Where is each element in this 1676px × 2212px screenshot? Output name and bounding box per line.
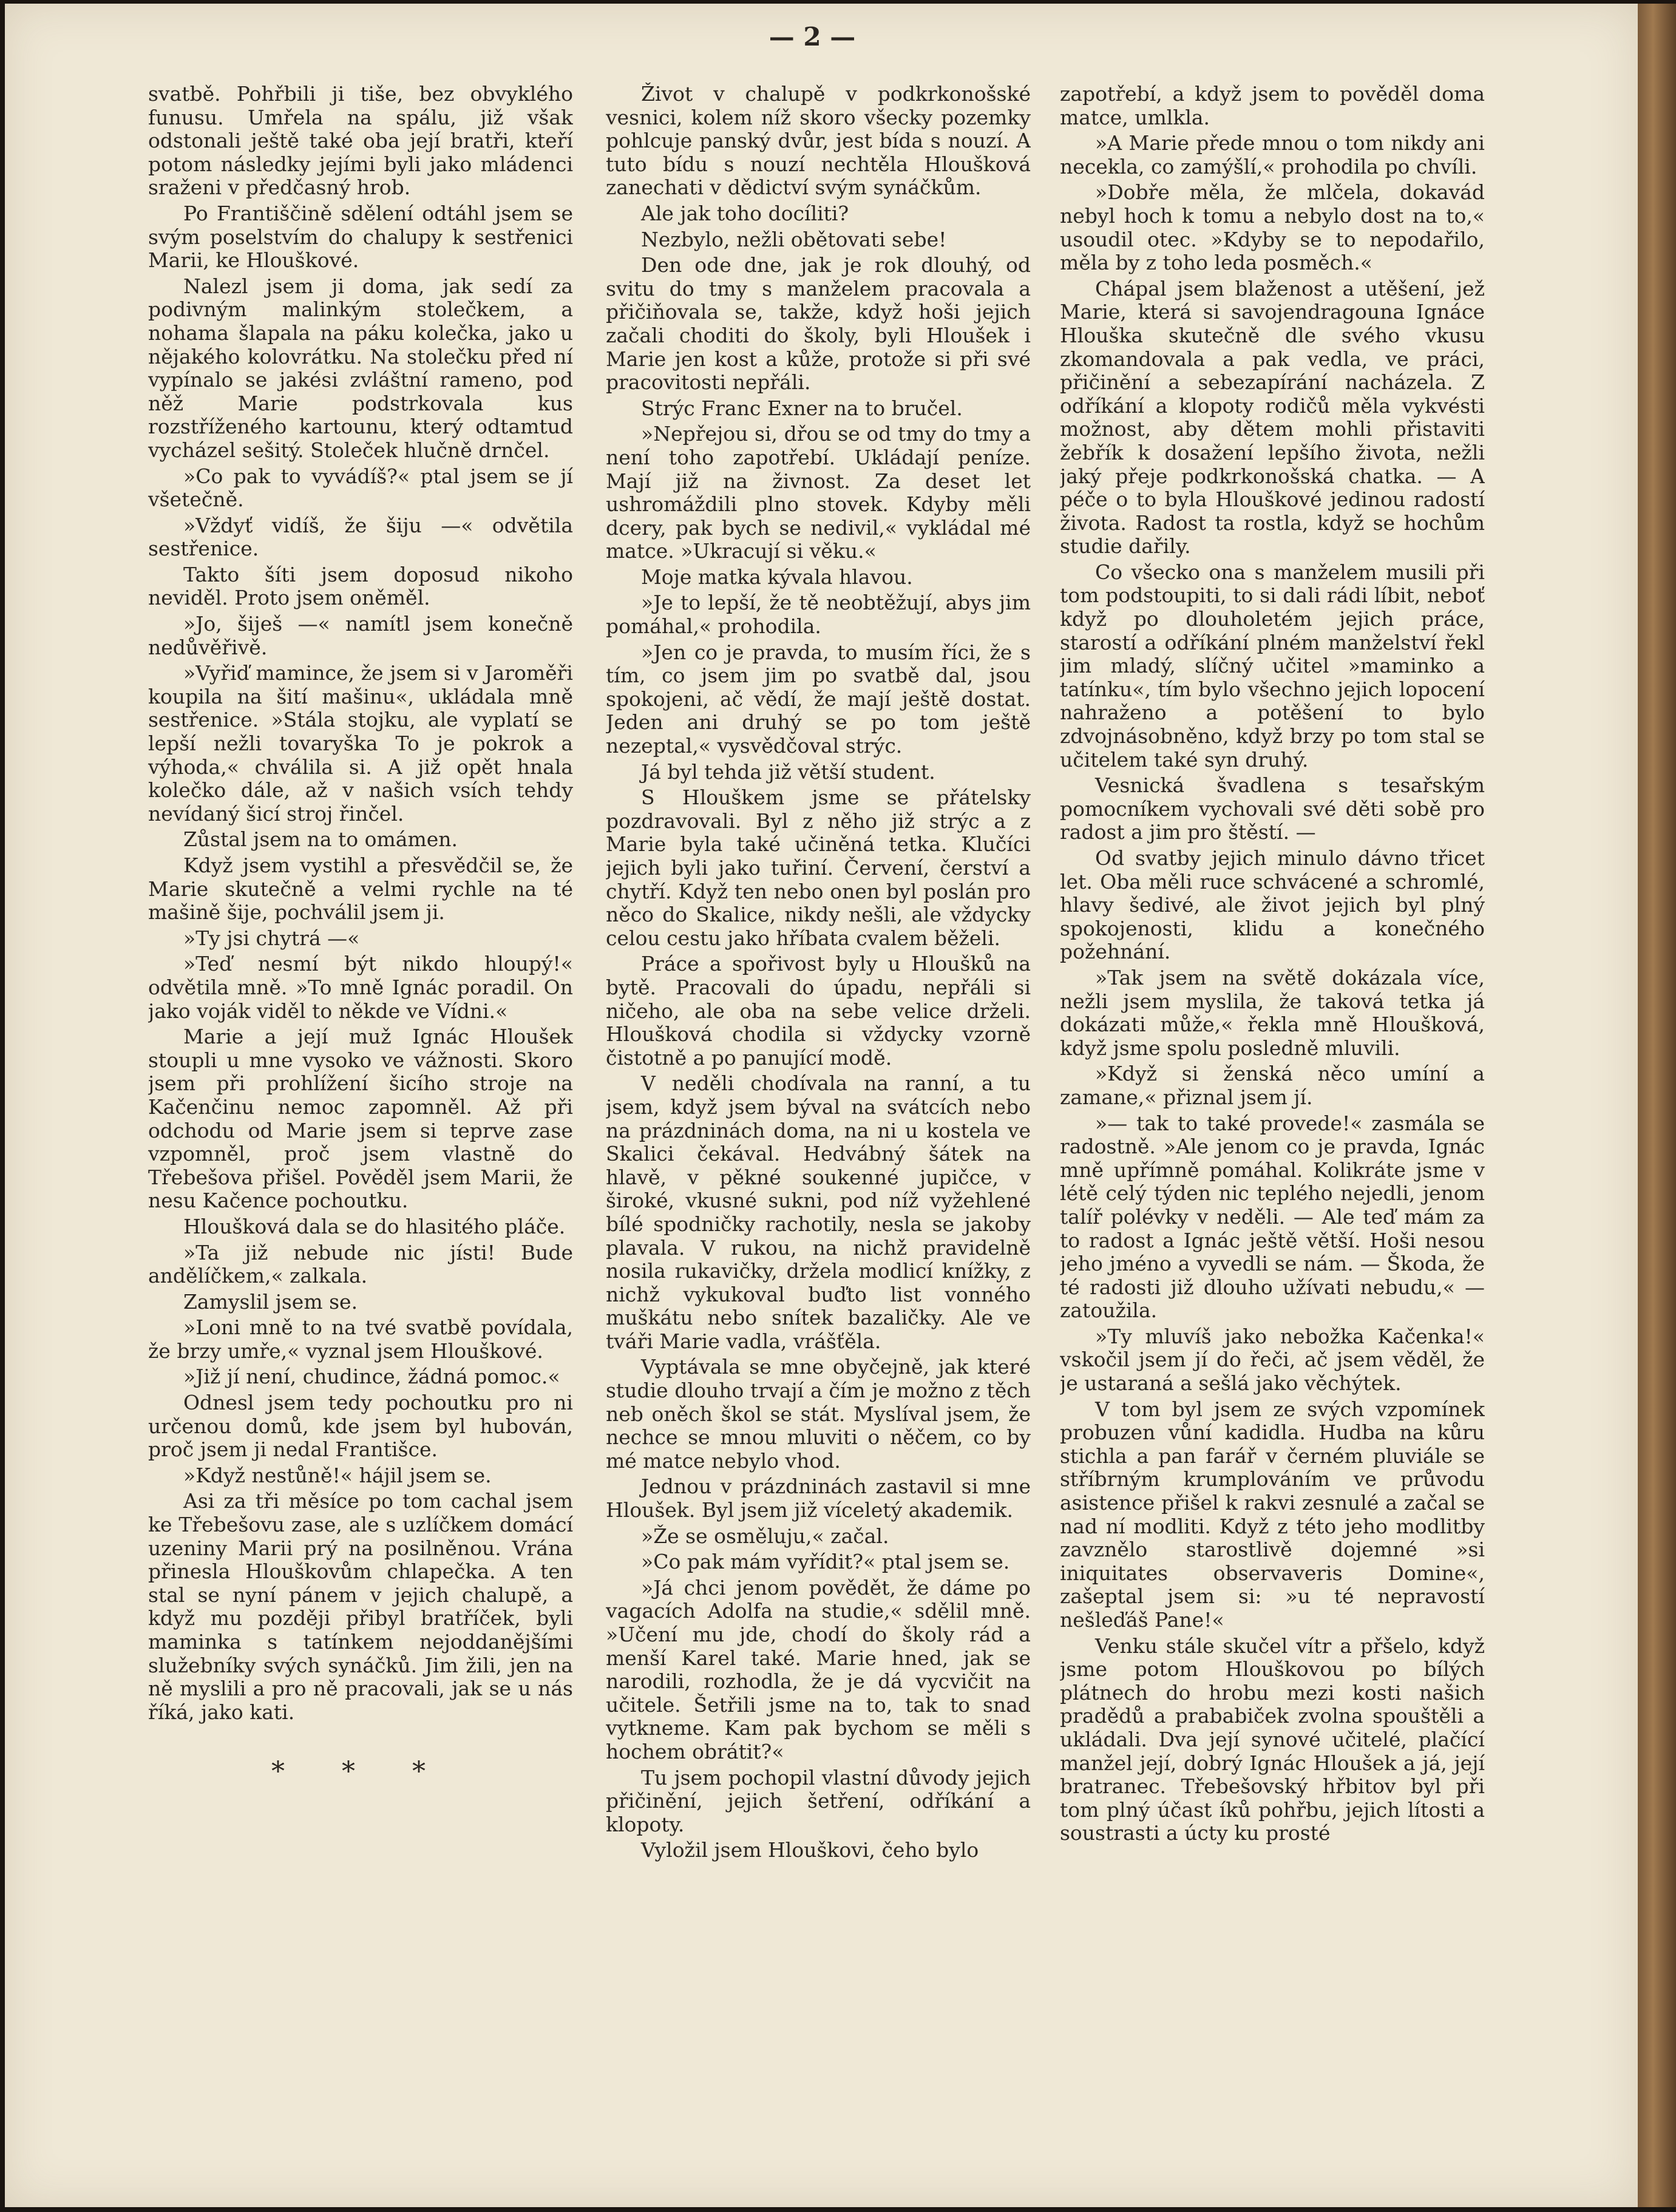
paragraph: »Vyřiď mamince, že jsem si v Jaroměři koupila na šití mašinu«, ukládala mně sestřenice. »Stála stojku, ale vyplatí se lepší nežli tovaryška To je pokrok a výhoda,« chválila si. A již opět hnala kolečko dále, až v našich vsích tehdy nevídaný šicí stroj řinčel. — [148, 661, 573, 826]
paragraph: Život v chalupě v podkrkonošské vesnici, kolem níž skoro všecky pozemky pohlcuje panský dvůr, jest bída s nouzí. A tuto bídu s nouzí nechtěla Hloušková zanechati v dědictví svým synáčkům. — [606, 83, 1031, 200]
paragraph: Po Františčině sdělení odtáhl jsem se svým poselstvím do chalupy k sestřenici Marii, ke Hlouškové. — [148, 201, 573, 273]
newspaper-page — [5, 4, 1638, 2207]
paragraph: zapotřebí, a když jsem to pověděl doma matce, umlkla. — [1060, 83, 1485, 129]
paragraph: »Ty jsi chytrá —« — [183, 926, 360, 950]
paragraph: »Dobře měla, že mlčela, dokavád nebyl hoch k tomu a nebylo dost na to,« usoudil otec. »Kdyby se to nepodařilo, měla by z toho leda posměch.« — [1060, 180, 1485, 275]
paragraph: »Když si ženská něco umíní a zamane,« přiznal jsem jí. — [1060, 1062, 1485, 1109]
paragraph: »Je to lepší, že tě neobtěžují, abys jim pomáhal,« prohodila. — [606, 591, 1031, 639]
text-column-3 — [1060, 83, 1485, 2171]
paragraph: »Jo, šiješ —« namítl jsem konečně nedůvěřivě. — [148, 612, 573, 659]
paragraph: Zamyslil jsem se. — [183, 1289, 358, 1314]
paragraph: »Vždyť vidíš, že šiju —« odvětila sestřenice. — [148, 513, 573, 561]
paragraph: Moje matka kývala hlavou. — [641, 565, 913, 589]
page-number: — 2 — — [768, 22, 856, 52]
paragraph: Když jsem vystihl a přesvědčil se, že Marie skutečně a velmi rychle na té mašině šije, pochválil jsem ji. — [148, 853, 573, 924]
paragraph: »Já chci jenom povědět, že dáme po vagacích Adolfa na studie,« sdělil mně. »Učení mu jde, chodí do školy rád a menší Karel také. Marie hned, jak se narodili, rozhodla, že je dá vycvičit na učitele. Šetřili jsme na to, tak to snad vytkneme. Kam pak bychom se měli s hochem obrátit?« — [606, 1575, 1031, 1763]
paragraph: Asi za tři měsíce po tom cachal jsem ke Třebešovu zase, ale s uzlíčkem domácí uzeniny Marii prý na posilněnou. Vrána přinesla Hlouškovům chlapečka. A ten stal se nyní pánem v jejich chalupě, a když mu později přibyl bratříček, byli maminka s tatínkem nejoddanějšími služebníky svých synáčků. Jim žili, jen na ně myslili a pro ně pracovali, jak se u nás říká, jako kati. — [148, 1489, 573, 1724]
paragraph: Nalezl jsem ji doma, jak sedí za podivným malinkým stolečkem, a nohama šlapala na páku kolečka, jako u nějakého kolovrátku. Na stolečku před ní vypínalo se jakési zvláštní rameno, pod něž Marie podstrkovala kus rozstříženého kartounu, který odtamtud vycházel sešitý. Stoleček hlučně drnčel. — [148, 274, 573, 462]
paragraph: »— tak to také provede!« zasmála se radostně. »Ale jenom co je pravda, Ignác mně upřímně pomáhal. Kolikráte jsme v létě celý týden nic teplého nejedli, jenom talíř polévky v neděli. — Ale teď mám za to radost a Ignác ještě větší. Hoši nesou jeho jméno a vyvedli se nám. — Škoda, že té radosti již dlouho užívati nebudu,« — zatoužila. — [1060, 1111, 1485, 1323]
paragraph: S Hlouškem jsme se přátelsky pozdravovali. Byl z něho již strýc a z Marie byla také učiněná tetka. Klučíci jejich byli jako tuřiní. Červení, čerství a chytří. Když ten nebo onen byl poslán pro něco do Skalice, nikdy nešli, ale vždycky celou cestu jako hříbata cvalem běželi. — [606, 785, 1031, 950]
paragraph: Co všecko ona s manželem musili při tom podstoupiti, to si dali rádi líbit, neboť když po dlouholetém jejich práce, starostí a odříkání plném manželství řekl jim mladý, slíčný učitel »maminko a tatínku«, tím bylo všechno jejich lopocení nahraženo a potěšení to bylo zdvojnásobněno, když brzy po tom stal se učitelem také syn druhý. — [1060, 560, 1485, 772]
paragraph: »Co pak to vyvádíš?« ptal jsem se jí všetečně. — [148, 464, 573, 512]
paragraph: »Již jí není, chudince, žádná pomoc.« — [183, 1365, 560, 1389]
paragraph: Vesnická švadlena s tesařským pomocníkem vychovali své děti sobě pro radost a jim pro štěstí. — — [1060, 773, 1485, 844]
paragraph: Venku stále skučel vítr a přšelo, když jsme potom Hlouškovou po bílých plátnech do hrobu mezi kosti našich pradědů a prababiček zvolna spouštěli a ukládali. Dva její synové učitelé, plačící manžel její, dobrý Ignác Hloušek a já, její bratranec. Třebešovský hřbitov byl při tom plný účast íků pohřbu, jejich lítosti a soustrasti a úcty ku prosté — [1060, 1634, 1485, 1845]
paragraph: »Když nestůně!« hájil jsem se. — [183, 1463, 492, 1487]
paragraph: »Co pak mám vyřídit?« ptal jsem se. — [641, 1550, 1010, 1574]
book-spine-edge — [1638, 4, 1676, 2207]
paragraph: Od svatby jejich minulo dávno třicet let. Oba měli ruce schvácené a schromlé, hlavy šedivé, ale život jejich byl plný spokojenosti, klidu a konečného požehnání. — [1060, 846, 1485, 964]
paragraph: Nezbylo, nežli obětovati sebe! — [641, 227, 947, 251]
paragraph: »Teď nesmí být nikdo hloupý!« odvětila mně. »To mně Ignác poradil. On jako voják viděl to někde ve Vídni.« — [148, 952, 573, 1023]
paragraph: Marie a její muž Ignác Hloušek stoupli u mne vysoko ve vážnosti. Skoro jsem při prohlížení šicího stroje na Kačenčinu nemoc zapomněl. Až při odchodu od Marie jsem si teprve zase vzpomněl, proč jsem vlastně do Třebešova přišel. Pověděl jsem Marii, že nesu Kačence pochoutku. — [148, 1025, 573, 1213]
paragraph: Den ode dne, jak je rok dlouhý, od svitu do tmy s manželem pracovala a přičiňovala se, takže, když hoši jejich začali choditi do školy, byli Hloušek i Marie jen kost a kůže, protože si při své pracovitosti nepřáli. — [606, 253, 1031, 395]
paragraph: Jednou v prázdninách zastavil si mne Hloušek. Byl jsem již víceletý akademik. — [606, 1474, 1031, 1522]
paragraph: V tom byl jsem ze svých vzpomínek probuzen vůní kadidla. Hudba na kůru stichla a pan farář v černém pluviále se stříbrným krumplováním ve průvodu asistence přišel k rakvi zesnulé a začal se nad ní modliti. Když z této jeho modlitby zavznělo starostlivě dojemné »si iniquitates observaveris Domine«, zašeptal jsem si: »u té nepravostí nešleďáš Pane!« — [1060, 1397, 1485, 1632]
paragraph: »Ta již nebude nic jísti! Bude andělíčkem,« zalkala. — [148, 1240, 573, 1288]
text-column-1 — [148, 83, 573, 2171]
paragraph: svatbě. Pohřbili ji tiše, bez obvyklého funusu. Umřela na spálu, již však odstonali ještě také oba její bratři, kteří potom následky jejími byli jako mládenci sraženi v předčasný hrob. — [148, 83, 573, 200]
paragraph: V neděli chodívala na ranní, a tu jsem, když jsem býval na svátcích nebo na prázdninách doma, na ni u kostela ve Skalici čekával. Hedvábný šátek na hlavě, v pěkné soukenné jupičce, v široké, vkusné sukni, pod níž vyžehlené bílé spodničky rachotily, nesla se jakoby plavala. V rukou, na nichž pravidelně nosila rukavičky, držela modlicí knížky, z nichž vykukoval buďto list vonného muškátu nebo snítek bazaličky. Ale ve tváři Marie vadla, vrášťěla. — [606, 1071, 1031, 1353]
paragraph: Odnesl jsem tedy pochoutku pro ni určenou domů, kde jsem byl hubován, proč jsem ji nedal Františce. — [148, 1391, 573, 1462]
paragraph: »Že se osměluju,« začal. — [641, 1524, 889, 1548]
paragraph: Hloušková dala se do hlasitého pláče. — [183, 1214, 566, 1238]
paragraph: »Ty mluvíš jako nebožka Kačenka!« vskočil jsem jí do řeči, ač jsem věděl, že je ustaraná a sešlá jako věchýtek. — [1060, 1324, 1485, 1396]
paragraph: Tu jsem pochopil vlastní důvody jejich přičinění, jejich šetření, odříkání a klopoty. — [606, 1765, 1031, 1836]
paragraph: Chápal jsem blaženost a utěšení, jež Marie, která si savojendragouna Ignáce Hlouška skutečně dle svého vkusu zkomandovala a pak vedla, ve práci, přičinění a sebezapírání nacházela. Z odříkání a klopoty rodičů měla vykvésti možnost, aby dětem mohli přistaviti žebřík k dosažení lepšího života, nežli jaký přeje podkrkonošská chatka. — A péče o to byla Hlouškové jedinou radostí života. Radost ta rostla, když se hochům studie dařily. — [1060, 276, 1485, 558]
text-column-2 — [606, 83, 1031, 2171]
paragraph: »Loni mně to na tvé svatbě povídala, že brzy umře,« vyznal jsem Hlouškové. — [148, 1315, 573, 1363]
paragraph: Já byl tehda již větší student. — [641, 759, 935, 784]
paragraph: Vyložil jsem Hlouškovi, čeho bylo — [641, 1838, 979, 1862]
paragraph: Ale jak toho docíliti? — [641, 201, 849, 225]
paragraph: Zůstal jsem na to omámen. — [183, 827, 458, 852]
paragraph: Práce a spořivost byly u Hloušků na bytě. Pracovali do úpadu, nepřáli si ničeho, ale oba na sebe velice drželi. Hloušková chodila si vždycky vzorně čistotně a po panující modě. — [606, 952, 1031, 1070]
paragraph: Takto šíti jsem doposud nikoho neviděl. Proto jsem oněměl. — [148, 562, 573, 610]
paragraph: »Nepřejou si, dřou se od tmy do tmy a není toho zapotřebí. Ukládají peníze. Mají již na živnost. Za deset let ushromáždili plno stovek. Kdyby měli dcery, pak bych se nedivil,« vykládal mé matce. »Ukracují si věku.« — [606, 422, 1031, 563]
paragraph: »Tak jsem na světě dokázala více, nežli jsem myslila, že taková tetka já dokázati může,« řekla mně Hloušková, když jsme spolu posledně mluvili. — [1060, 965, 1485, 1060]
paragraph: »Jen co je pravda, to musím říci, že s tím, co jsem jim po svatbě dal, jsou spokojeni, ač vědí, že mají ještě dostat. Jeden ani druhý se po tom ještě nezeptal,« vysvědčoval strýc. — [606, 640, 1031, 758]
section-separator: * * * — [271, 1756, 450, 1788]
paragraph: Strýc Franc Exner na to bručel. — [641, 396, 963, 420]
paragraph: Vyptávala se mne obyčejně, jak které studie dlouho trvají a čím je možno z těch neb oněch škol se stát. Myslíval jsem, že nechce se mnou mluviti o něčem, co by mé matce nebylo vhod. — [606, 1355, 1031, 1473]
paragraph: »A Marie přede mnou o tom nikdy ani necekla, co zamýšlí,« prohodila po chvíli. — [1060, 131, 1485, 178]
